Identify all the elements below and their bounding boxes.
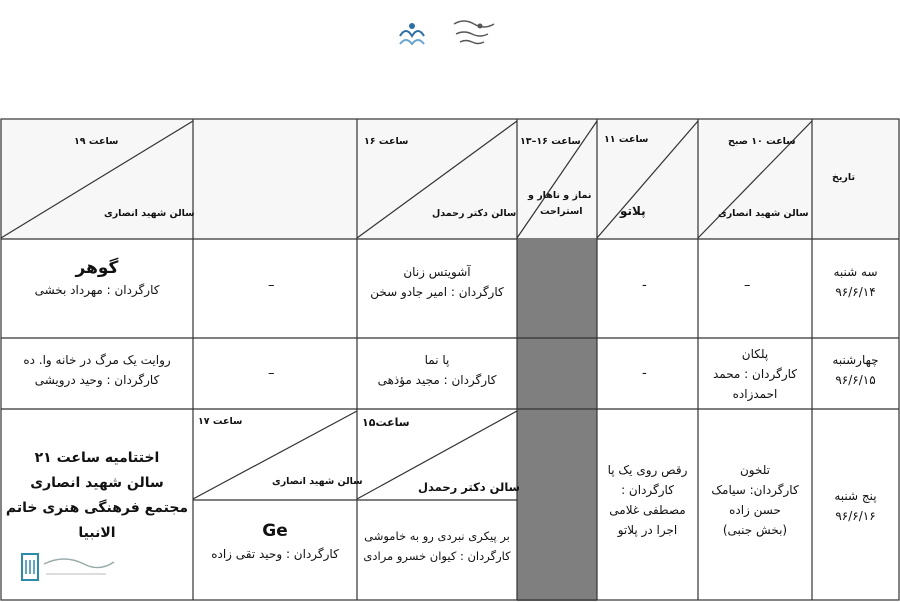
sub17-director: کارگردان : وحید تقی زاده — [211, 547, 339, 561]
row2-16-title: پا نما — [424, 353, 450, 367]
row3-date-cell — [812, 486, 899, 526]
sub15-cell — [360, 526, 514, 566]
header-date: تاریخ — [832, 172, 856, 183]
row2-10am-director-cont: احمدزاده — [732, 387, 778, 401]
header-19-hall: سالن شهید انصاری — [104, 208, 195, 219]
header-11-time: ساعت ۱۱ — [604, 134, 649, 145]
row3-11-cell — [599, 460, 696, 540]
row3-10am-director: کارگردان: سیامک — [711, 483, 799, 497]
theatre-watermark-icon — [14, 550, 124, 586]
row1-16-director: کارگردان : امیر جادو سخن — [370, 285, 504, 299]
row3-11-note: اجرا در پلاتو — [617, 523, 678, 537]
closing-venue-cont: الانبیا — [78, 525, 116, 541]
row2-16-cell — [360, 350, 514, 390]
row1-19-title: گوهر — [75, 258, 119, 278]
row1-19-director: کارگردان : مهرداد بخشی — [34, 283, 160, 297]
row2-19-director: کارگردان : وحید درویشی — [34, 373, 160, 387]
row2-empty-col: – — [268, 366, 275, 381]
closing-hall: سالن شهید انصاری — [30, 475, 164, 491]
header-19-time: ساعت ۱۹ — [74, 136, 119, 147]
closing-venue: مجتمع فرهنگی هنری خاتم — [5, 500, 189, 516]
row1-16-cell — [360, 262, 514, 302]
row2-19-cell — [4, 350, 190, 390]
row2-10am-title: پلکان — [741, 347, 769, 361]
sub15-director: کارگردان : کیوان خسرو مرادی — [363, 549, 511, 563]
header-10am-time: ساعت ۱۰ صبح — [728, 136, 796, 147]
row3-11-director: مصطفی غلامی — [609, 503, 686, 517]
closing-time: اختتامیه ساعت ۲۱ — [34, 450, 160, 466]
row1-date-cell — [812, 262, 899, 302]
row1-19-cell — [4, 256, 190, 300]
row2-date-cell — [812, 350, 899, 390]
row2-19-title: روایت یک مرگ در خانه وا. ده — [23, 353, 171, 367]
row3-11-director-label: کارگردان : — [621, 483, 674, 497]
row2-date: ۹۶/۶/۱۵ — [835, 373, 876, 387]
row2-10am-cell — [700, 344, 810, 404]
row3-10am-director-cont: حسن زاده — [729, 503, 781, 517]
row2-10am-director: کارگردان : محمد — [712, 367, 798, 381]
sub15-hall: سالن دکتر رحمدل — [418, 480, 520, 494]
row1-day: سه شنبه — [833, 265, 878, 279]
header-16-time: ساعت ۱۶ — [364, 136, 409, 147]
sub15-title: بر پیکری نبردی رو به خاموشی — [364, 529, 510, 543]
row1-10am-empty: – — [744, 278, 751, 293]
row2-11-empty: - — [642, 366, 647, 381]
row3-10am-note: (بخش جنبی) — [722, 523, 788, 537]
row3-day: پنج شنبه — [834, 489, 877, 503]
row2-day: چهارشنبه — [832, 353, 879, 367]
row1-16-title: آشویتس زنان — [403, 265, 471, 279]
closing-ceremony-cell — [4, 446, 190, 546]
header-break-label-1: نماز و ناهار و — [528, 190, 592, 201]
row3-10am-cell — [700, 460, 810, 540]
header-break-time: ساعت ۱۶–۱۳ — [520, 136, 581, 147]
sub17-cell — [196, 518, 354, 564]
break-column-fill — [517, 240, 597, 601]
row3-11-title: رقص روی یک پا — [607, 463, 688, 477]
row2-16-director: کارگردان : مجید مؤذهی — [377, 373, 497, 387]
row1-empty-col: – — [268, 278, 275, 293]
sub17-title: Ge — [262, 521, 288, 541]
header-break-label-2: استراحت — [540, 206, 583, 217]
row3-date: ۹۶/۶/۱۶ — [835, 509, 876, 523]
header-10am-hall: سالن شهید انصاری — [718, 208, 809, 219]
header-16-hall: سالن دکتر رحمدل — [432, 208, 517, 219]
row3-10am-title: تلخون — [739, 463, 771, 477]
sub17-time: ساعت ۱۷ — [198, 416, 243, 427]
sub17-hall: سالن شهید انصاری — [272, 476, 363, 487]
row1-date: ۹۶/۶/۱۴ — [835, 285, 876, 299]
sub15-time: ساعت۱۵ — [362, 416, 410, 429]
row1-11-empty: - — [642, 278, 647, 293]
header-11-hall: پلاتو — [620, 204, 646, 218]
